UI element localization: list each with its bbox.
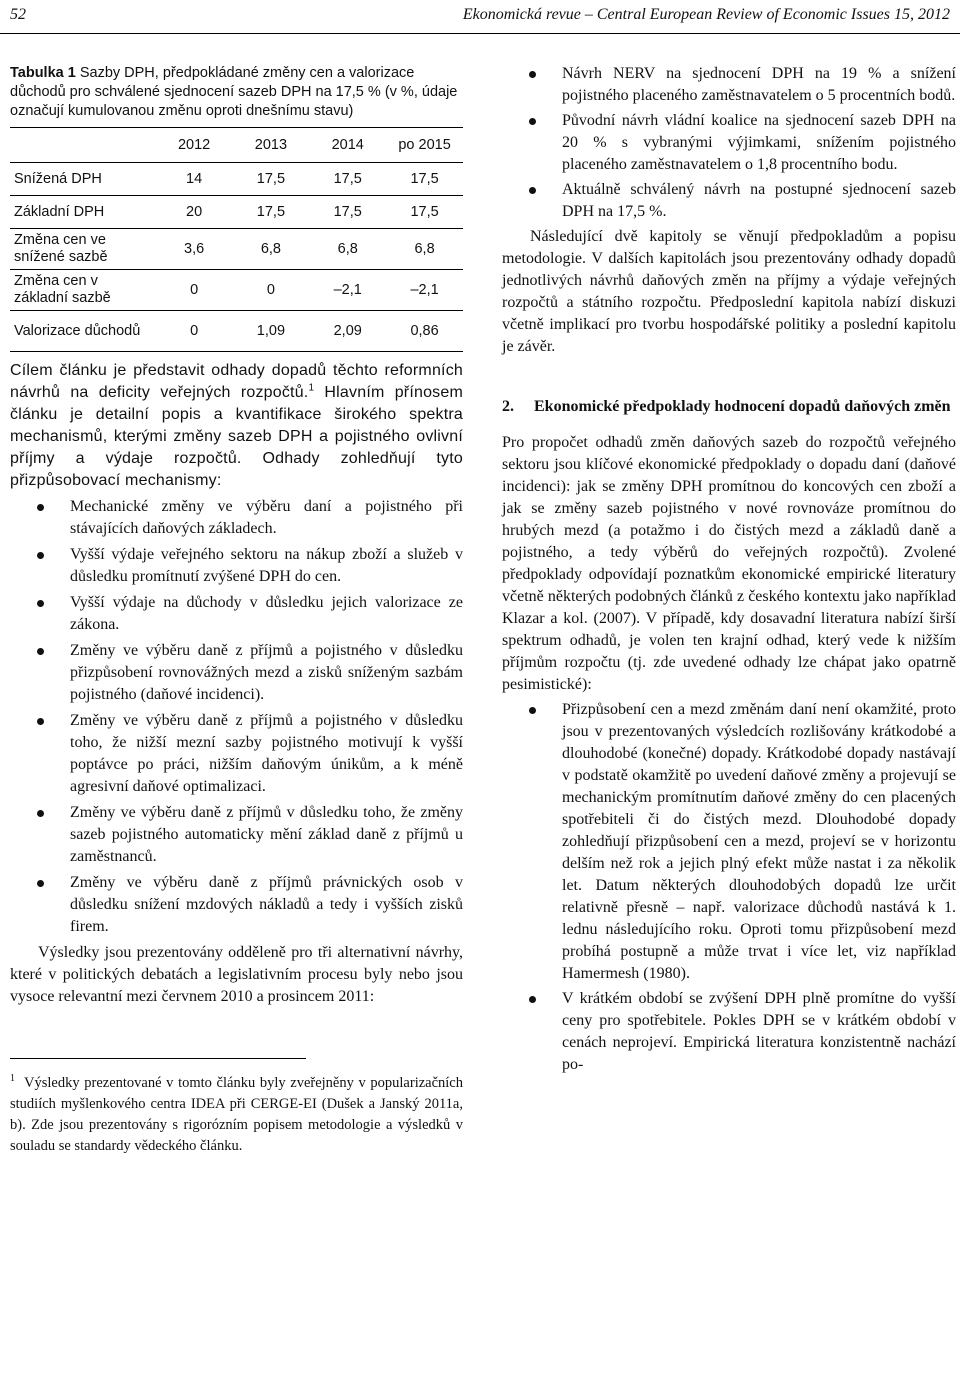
footnote-number: 1 — [10, 1073, 15, 1085]
row-label: Změna cen ve snížené sazbě — [10, 229, 156, 270]
table-cell: 17,5 — [386, 163, 463, 196]
list-item: Přizpůsobení cen a mezd změnám daní není okamžité, proto jsou v prezentovaných výsledcích rozlišovány krátkodobé a dlouhodobé (konečné) dopady. Krátkodobé dopady nastávají v podstatě okamžitě po uvedení daňové změny a projevují se mechanickým promítnutím daňové změny do cen placených spotřebiteli či do čistých mezd. Dlouhodobé dopady zohledňují přizpůsobení cen a mezd, projeví se v horizontu delším než rok a jejich plný efekt může nastat i za několik let. Datum některých dlouhodobých dopadů lze určit relativně přesně – např. valorizace důchodů nastává k 1. lednu následujícího roku. Oproti tomu přizpůsobení mezd probíhá postupně a může trvat i více let, viz například Hamermesh (1980). — [502, 699, 956, 985]
year-cell: 2012 — [156, 128, 233, 163]
list-item: Změny ve výběru daně z příjmů a pojistného v důsledku přizpůsobení rovnovážných mezd a zisků sníženým sazbám pojistného (daňové incidenci). — [10, 640, 463, 706]
table-row — [10, 163, 463, 196]
table-cell: 20 — [156, 196, 233, 229]
bullet-icon — [529, 996, 536, 1003]
table-row — [10, 270, 463, 311]
footnote-ref: 1 — [308, 382, 315, 394]
table-cell: 17,5 — [309, 196, 386, 229]
bullet-icon — [37, 504, 44, 511]
bullet-icon — [37, 600, 44, 607]
section-title: Ekonomické předpoklady hodnocení dopadů daňových změn — [534, 398, 951, 415]
row-label: Základní DPH — [10, 196, 156, 229]
intro-paragraph: Cílem článku je představit odhady dopadů těchto reformních návrhů na deficity veřejných rozpočtů.$^1$ Hlavním přínosem článku je detailní popis a kvantifikace širokého spektra mechanismů, kterými změny sazeb DPH a pojistného ovlivní příjmy a výdaje rozpočtů. Odhady zohledňují tyto přizpůsobovací mechanismy: — [10, 362, 463, 489]
table-cell: –2,1 — [309, 270, 386, 311]
table-cell: 0 — [156, 270, 233, 311]
list-item: V krátkém období se zvýšení DPH plně promítne do vyšší ceny pro spotřebitele. Pokles DPH se v krátkém období v cenách neprojeví. Empirická literatura konzistentně nachází po- — [502, 988, 956, 1076]
table-cell: 17,5 — [386, 196, 463, 229]
table-cell: 6,8 — [309, 229, 386, 270]
list-item: Změny ve výběru daně z příjmů a pojistného v důsledku toho, že nižší mezní sazby pojistného motivují k vyšší poptávce po práci, nižším daňovým únikům, a k méně agresivní daňové optimalizaci. — [10, 710, 463, 798]
page-number: 52 — [10, 6, 26, 23]
header-rule — [0, 33, 960, 34]
list-item: Původní návrh vládní koalice na sjednocení sazeb DPH na 20 % s vybranými výjimkami, snížením pojistného placeného zaměstnavatelem o 1,8 procentního bodu. — [502, 110, 956, 176]
bullet-icon — [529, 707, 536, 714]
table-cell: 0 — [233, 270, 310, 311]
table-cell: 1,09 — [233, 311, 310, 352]
table-cell: 17,5 — [233, 196, 310, 229]
table-cell: –2,1 — [386, 270, 463, 311]
table-cell: 6,8 — [386, 229, 463, 270]
journal-title: Ekonomická revue – Central European Review of Economic Issues 15, 2012 — [462, 6, 950, 23]
proposal-list — [502, 63, 956, 223]
mechanism-list — [10, 496, 463, 938]
footnote: $^1$ Výsledky prezentované v tomto článku byly zveřejněny v popularizačních studiích myšlenkového centra IDEA při CERGE-EI (Dušek a Janský 2011a, b). Zde jsou prezentovány s rigorózním popisem metodologie a výsledků v souladu se standardy vědeckého článku. — [10, 1073, 463, 1154]
list-item: Mechanické změny ve výběru daní a pojistného při stávajících daňových základech. — [10, 496, 463, 540]
year-cell: 2014 — [309, 128, 386, 163]
year-cell: po 2015 — [386, 128, 463, 163]
list-item: Změny ve výběru daně z příjmů v důsledku toho, že změny sazeb pojistného automaticky mění základ daně z příjmů u zaměstnanců. — [10, 802, 463, 868]
table-caption — [10, 64, 463, 121]
right-column — [502, 60, 956, 1079]
section-heading — [502, 396, 956, 418]
page-header — [10, 0, 950, 30]
list-item: Vyšší výdaje na důchody v důsledku jejich valorizace ze zákona. — [10, 592, 463, 636]
list-item: Návrh NERV na sjednocení DPH na 19 % a snížení pojistného placeného zaměstnavatelem o 5 procentních bodů. — [502, 63, 956, 107]
table-cell: 17,5 — [309, 163, 386, 196]
table-caption-label: Tabulka 1 — [10, 65, 76, 81]
row-label: Změna cen v základní sazbě — [10, 270, 156, 311]
overview-paragraph: Následující dvě kapitoly se věnují předpokladům a popisu metodologie. V dalších kapitolách jsou prezentovány odhady dopadů jednotlivých návrhů daňových změn na příjmy a výdaje veřejných rozpočtů a státního rozpočtu. Předposlední kapitola nabízí diskuzi včetně implikací pro tvorbu hospodářské politiky a poslední kapitolu je závěr. — [502, 228, 956, 355]
list-item: Aktuálně schválený návrh na postupné sjednocení sazeb DPH na 17,5 %. — [502, 179, 956, 223]
table-header-row — [10, 128, 463, 163]
year-cell: 2013 — [233, 128, 310, 163]
bullet-icon — [529, 118, 536, 125]
closing-paragraph: Výsledky jsou prezentovány odděleně pro tři alternativní návrhy, které v politických debatách a legislativním procesu byly nebo jsou vysoce relevantní mezi červnem 2010 a prosincem 2011: — [10, 944, 463, 1005]
footnote-rule — [10, 1058, 306, 1059]
table-cell: 17,5 — [233, 163, 310, 196]
bullet-icon — [37, 648, 44, 655]
table-cell: 0,86 — [386, 311, 463, 352]
table-cell: 3,6 — [156, 229, 233, 270]
table-cell: 14 — [156, 163, 233, 196]
row-label: Valorizace důchodů — [10, 311, 156, 352]
list-item: Změny ve výběru daně z příjmů právnických osob v důsledku snížení mzdových nákladů a tedy i vyšších zisků firem. — [10, 872, 463, 938]
bullet-icon — [37, 552, 44, 559]
bullet-icon — [37, 718, 44, 725]
table-cell: 2,09 — [309, 311, 386, 352]
bullet-icon — [529, 71, 536, 78]
assumptions-paragraph: Pro propočet odhadů změn daňových sazeb do rozpočtů veřejného sektoru jsou klíčové ekonomické předpoklady o dopadu daní (daňové incidenci): jak se změny DPH promítnou do koncových cen zboží a jak se změny sazeb pojistného v nové rovnováze promítnou do hrubých mezd (a potažmo i do čistých mezd a základů daně a pojistného, a tedy výběrů do veřejných rozpočtů). Zvolené předpoklady odpovídají poznatkům ekonomické empirické literatury včetně některých podobných článků z českého kontextu jako například Klazar a kol. (2007). V případě, kdy dosavadní literatura nabízí širší spektrum odhadů, je volen ten krajní odhad, který vede k nižším příjmům rozpočtu (tj. zde uvedené odhady lze chápat jako opatrně pesimistické): — [502, 434, 956, 693]
section-number: 2. — [502, 398, 514, 415]
assumptions-list — [502, 699, 956, 1076]
table-row — [10, 229, 463, 270]
table-row — [10, 311, 463, 352]
left-column — [10, 60, 463, 1157]
row-label: Snížená DPH — [10, 163, 156, 196]
list-item: Vyšší výdaje veřejného sektoru na nákup zboží a služeb v důsledku promítnutí zvýšené DPH do cen. — [10, 544, 463, 588]
table-row — [10, 196, 463, 229]
bullet-icon — [37, 810, 44, 817]
bullet-icon — [37, 880, 44, 887]
bullet-icon — [529, 187, 536, 194]
table-cell: 0 — [156, 311, 233, 352]
table-cell: 6,8 — [233, 229, 310, 270]
table-caption-text: Sazby DPH, předpokládané změny cen a valorizace důchodů pro schválené sjednocení sazeb DPH na 17,5 % (v %, údaje označují kumulovanou změnu oproti dnešnímu stavu) — [10, 65, 458, 119]
vat-table — [10, 127, 463, 352]
